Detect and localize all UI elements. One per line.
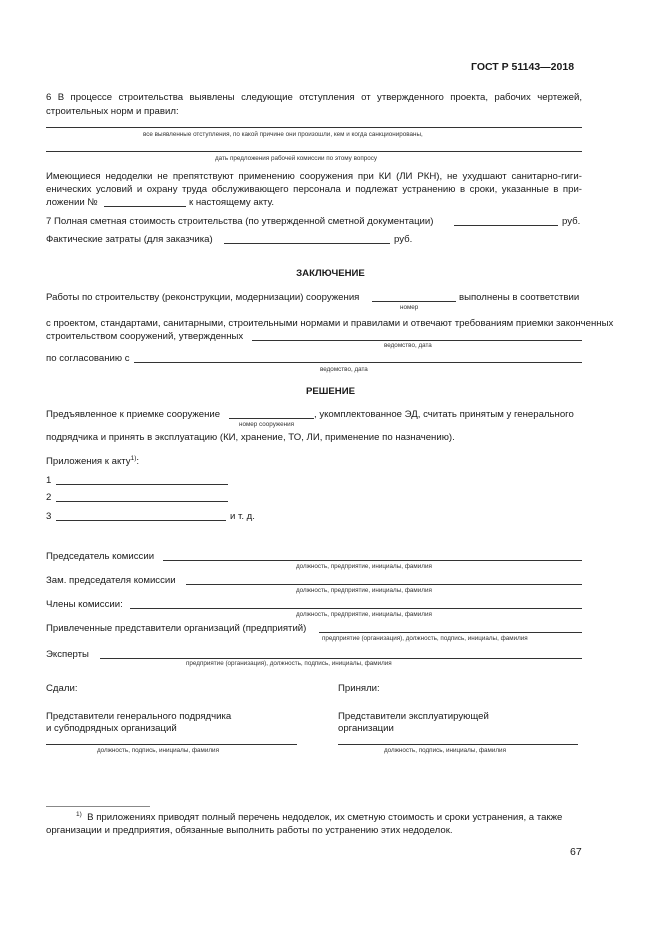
agreed-with-caption: ведомство, дата: [320, 366, 368, 373]
conclusion-line2: с проектом, стандартами, санитарными, строительными нормами и правилами и отвечают требованиям приемки законченных: [46, 318, 614, 329]
decision-line1b: , укомплектованное ЭД, считать принятым у генерального: [314, 409, 574, 420]
chair-caption: должность, предприятие, инициалы, фамилия: [296, 563, 432, 570]
members-label: Члены комиссии:: [46, 599, 123, 610]
structure-number-field[interactable]: [372, 301, 456, 302]
defects-para-line1: Имеющиеся недоделки не препятствуют применению сооружения при КИ (ЛИ РКН), не ухудшают санитарно-гиги-: [46, 171, 582, 182]
decision-title: РЕШЕНИЕ: [305, 386, 356, 397]
received-label: Приняли:: [338, 683, 380, 694]
standard-designation: ГОСТ Р 51143—2018: [471, 61, 575, 73]
decision-line2: подрядчика и принять в эксплуатацию (КИ, хранение, ТО, ЛИ, применение по назначению).: [46, 432, 455, 443]
defects-para-line3b: к настоящему акту.: [189, 197, 275, 208]
total-cost-unit: руб.: [562, 216, 581, 227]
vice-chair-field[interactable]: [186, 584, 582, 585]
actual-cost-unit: руб.: [394, 234, 413, 245]
experts-field[interactable]: [100, 658, 582, 659]
page-number: 67: [570, 846, 582, 858]
proposals-field[interactable]: [46, 151, 582, 152]
operator-signature-field[interactable]: [338, 744, 578, 745]
operator-signature-caption: должность, подпись, инициалы, фамилия: [384, 747, 506, 754]
experts-caption: предприятие (организация), должность, подпись, инициалы, фамилия: [186, 660, 392, 667]
section6-line2: строительных норм и правил:: [46, 106, 179, 117]
deviations-field[interactable]: [46, 127, 582, 128]
deviations-caption: все выявленные отступления, по какой причине они произошли, кем и когда санкционированы,: [143, 131, 423, 138]
attachment-2-number: 2: [46, 492, 52, 503]
structure-number-caption: номер: [400, 304, 419, 311]
invited-caption: предприятие (организация), должность, подпись, инициалы, фамилия: [322, 635, 528, 642]
conclusion-title: ЗАКЛЮЧЕНИЕ: [296, 268, 365, 279]
section6-line1: 6 В процессе строительства выявлены следующие отступления от утвержденного проекта, рабочих чертежей,: [46, 92, 582, 103]
members-caption: должность, предприятие, инициалы, фамилия: [296, 611, 432, 618]
approved-by-caption: ведомство, дата: [384, 342, 432, 349]
attachments-label: Приложения к акту$^{1)}$:: [46, 454, 140, 467]
agreed-with-field[interactable]: [134, 362, 582, 363]
actual-cost-field[interactable]: [224, 243, 390, 244]
approved-by-field[interactable]: [252, 340, 582, 341]
footnote-mark: 1): [76, 810, 82, 818]
contractor-signature-caption: должность, подпись, инициалы, фамилия: [97, 747, 219, 754]
invited-field[interactable]: [319, 632, 582, 633]
attachment-2-field[interactable]: [56, 501, 228, 502]
conclusion-line1a: Работы по строительству (реконструкции, модернизации) сооружения: [46, 292, 360, 303]
footnote-separator: [46, 806, 150, 807]
members-field[interactable]: [130, 608, 582, 609]
total-cost-label: 7 Полная сметная стоимость строительства (по утвержденной сметной документации): [46, 216, 434, 227]
footnote-line1: [76, 812, 562, 823]
attachments-footnote-ref: 1): [130, 454, 137, 462]
chair-field[interactable]: [163, 560, 582, 561]
attachment-1-field[interactable]: [56, 484, 228, 485]
attachment-1-number: 1: [46, 475, 52, 486]
conclusion-line3: строительством сооружений, утвержденных: [46, 331, 244, 342]
operator-label-line2: организации: [338, 723, 394, 734]
defects-para-line2: енических условий и охрану труда обслуживающего персонала и подлежат устранению в сроки, указанные в при-: [46, 184, 582, 195]
operator-label-line1: Представители эксплуатирующей: [338, 711, 489, 722]
footnote-line1-text: В приложениях приводят полный перечень недоделок, их сметную стоимость и сроки устранения, а также: [87, 812, 563, 823]
footnote-line2: организации и предприятия, обязанные выполнить работы по устранению этих недоделок.: [46, 825, 453, 836]
contractor-label-line2: и субподрядных организаций: [46, 723, 177, 734]
handed-over-label: Сдали:: [46, 683, 78, 694]
vice-chair-caption: должность, предприятие, инициалы, фамилия: [296, 587, 432, 594]
vice-chair-label: Зам. председателя комиссии: [46, 575, 176, 586]
accepted-structure-caption: номер сооружения: [239, 421, 295, 428]
appendix-number-field[interactable]: [104, 206, 186, 207]
proposals-caption: дать предложения рабочей комиссии по этому вопросу: [215, 155, 378, 162]
conclusion-line1b: выполнены в соответствии: [459, 292, 580, 303]
actual-cost-label: Фактические затраты (для заказчика): [46, 234, 213, 245]
chair-label: Председатель комиссии: [46, 551, 155, 562]
conclusion-line4: по согласованию с: [46, 353, 130, 364]
attachment-3-field[interactable]: [56, 520, 226, 521]
defects-para-line3a: ложении №: [46, 197, 98, 208]
attachments-label-text: Приложения к акту: [46, 456, 131, 467]
accepted-structure-field[interactable]: [229, 418, 314, 419]
attachment-3-number: 3: [46, 511, 52, 522]
invited-label: Привлеченные представители организаций (предприятий): [46, 623, 307, 634]
contractor-signature-field[interactable]: [46, 744, 297, 745]
contractor-label-line1: Представители генерального подрядчика: [46, 711, 232, 722]
experts-label: Эксперты: [46, 649, 89, 660]
decision-line1a: Предъявленное к приемке сооружение: [46, 409, 221, 420]
attachment-etc: и т. д.: [230, 511, 255, 522]
total-cost-field[interactable]: [454, 225, 558, 226]
